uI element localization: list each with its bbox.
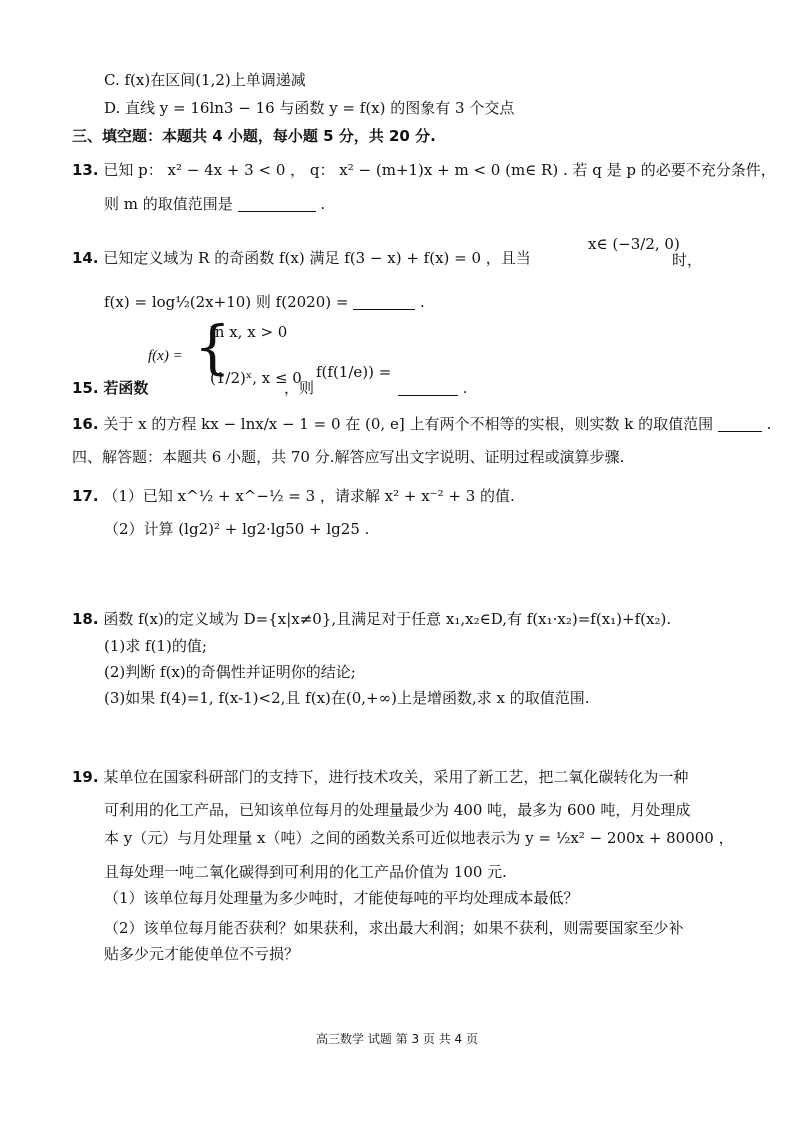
- answer-blank[interactable]: [718, 417, 762, 432]
- question-19-l3: 本 y（元）与月处理量 x（吨）之间的函数关系可近似地表示为 y = ½x² − 200x + 80000 ，: [104, 829, 734, 847]
- question-18-p3: (3)如果 f(4)=1, f(x-1)<2,且 f(x)在(0,+∞)上是增函数,求 x 的取值范围.: [104, 689, 590, 707]
- question-14-line1: [72, 248, 531, 268]
- answer-blank[interactable]: [398, 381, 458, 396]
- question-19-p2b: 贴多少元才能使单位不亏损？: [104, 945, 300, 963]
- question-17-part1: [72, 486, 515, 506]
- question-14-text: 已知定义域为 R 的奇函数 f(x) 满足 f(3 − x) + f(x) = 0 ，且当: [103, 249, 531, 267]
- question-15-prefix: 若函数: [103, 379, 149, 397]
- piecewise-case-1: ln x, x > 0: [210, 323, 288, 341]
- piecewise-brace: {: [194, 313, 231, 381]
- question-18-text: 函数 f(x)的定义域为 D={x|x≠0},且满足对于任意 x₁,x₂∈D,有 f(x₁·x₂)=f(x₁)+f(x₂).: [103, 610, 672, 628]
- question-19-l4: 且每处理一吨二氧化碳得到可利用的化工产品价值为 100 元.: [104, 863, 507, 881]
- question-17-p2: （2）计算 (lg2)² + lg2·lg50 + lg25 .: [104, 520, 370, 538]
- question-19-p1: （1）该单位每月处理量为多少吨时，才能使每吨的平均处理成本最低？: [104, 889, 579, 907]
- question-15-blank-line: [398, 378, 468, 398]
- question-15-query: f(f(1/e)) =: [316, 363, 392, 381]
- section-heading-fill-in: 三、填空题：本题共 4 小题，每小题 5 分，共 20 分.: [72, 127, 436, 145]
- option-c: C. f(x)在区间(1,2)上单调递减: [104, 71, 306, 89]
- question-number: 19.: [72, 768, 99, 786]
- period: .: [320, 195, 326, 213]
- question-18-p2: (2)判断 f(x)的奇偶性并证明你的结论;: [104, 663, 356, 681]
- question-19-text-l1: 某单位在国家科研部门的支持下，进行技术攻关，采用了新工艺，把二氧化碳转化为一种: [103, 768, 689, 786]
- question-14-line2: [104, 292, 425, 312]
- question-16-text: 关于 x 的方程 kx − lnx/x − 1 = 0 在 (0, e] 上有两个不相等的实根，则实数 k 的取值范围: [103, 415, 714, 433]
- question-13-line1: [72, 160, 776, 180]
- page-footer: 高三数学 试题 第 3 页 共 4 页: [316, 1032, 478, 1046]
- question-19-p2a: （2）该单位每月能否获利？如果获利，求出最大利润；如果不获利，则需要国家至少补: [104, 919, 684, 937]
- question-13-text: 已知 p： x² − 4x + 3 < 0 ， q： x² − (m+1)x + m < 0 (m∈ R) . 若 q 是 p 的必要不充分条件，: [103, 161, 776, 179]
- question-18-stem: [72, 609, 671, 629]
- question-14-line1-end: 时，: [672, 251, 703, 269]
- answer-blank[interactable]: [238, 197, 316, 212]
- question-number: 16.: [72, 415, 99, 433]
- question-13-text2: 则 m 的取值范围是: [104, 195, 233, 213]
- question-19-l1: [72, 767, 688, 787]
- question-16-line: [72, 414, 771, 434]
- question-number: 17.: [72, 487, 99, 505]
- piecewise-lhs: f(x) =: [148, 348, 183, 364]
- question-number: 14.: [72, 249, 99, 267]
- question-13-line2: [104, 194, 325, 214]
- period: .: [420, 293, 425, 311]
- option-d: D. 直线 y = 16ln3 − 16 与函数 y = f(x) 的图象有 3 个交点: [104, 99, 515, 117]
- piecewise-case-2: (1/2)ˣ, x ≤ 0: [210, 369, 302, 387]
- question-number: 18.: [72, 610, 99, 628]
- question-number: 13.: [72, 161, 99, 179]
- question-14-interval: x∈ (−3/2, 0): [588, 235, 680, 253]
- question-number: 15.: [72, 379, 99, 397]
- question-19-l2: 可利用的化工产品，已知该单位每月的处理量最少为 400 吨，最多为 600 吨，月处理成: [104, 801, 691, 819]
- section-heading-solutions: 四、解答题：本题共 6 小题，共 70 分.解答应写出文字说明、证明过程或演算步骤.: [72, 448, 625, 466]
- question-15-mid: ，则: [284, 379, 315, 397]
- period: .: [462, 379, 468, 397]
- question-15-line: [72, 378, 148, 398]
- question-17-p1: （1）已知 x^½ + x^−½ = 3 ，请求解 x² + x⁻² + 3 的值.: [103, 487, 515, 505]
- period: .: [766, 415, 772, 433]
- answer-blank[interactable]: [353, 295, 415, 310]
- question-18-p1: (1)求 f(1)的值;: [104, 637, 207, 655]
- question-14-expr: f(x) = log½(2x+10) 则 f(2020) =: [104, 293, 349, 311]
